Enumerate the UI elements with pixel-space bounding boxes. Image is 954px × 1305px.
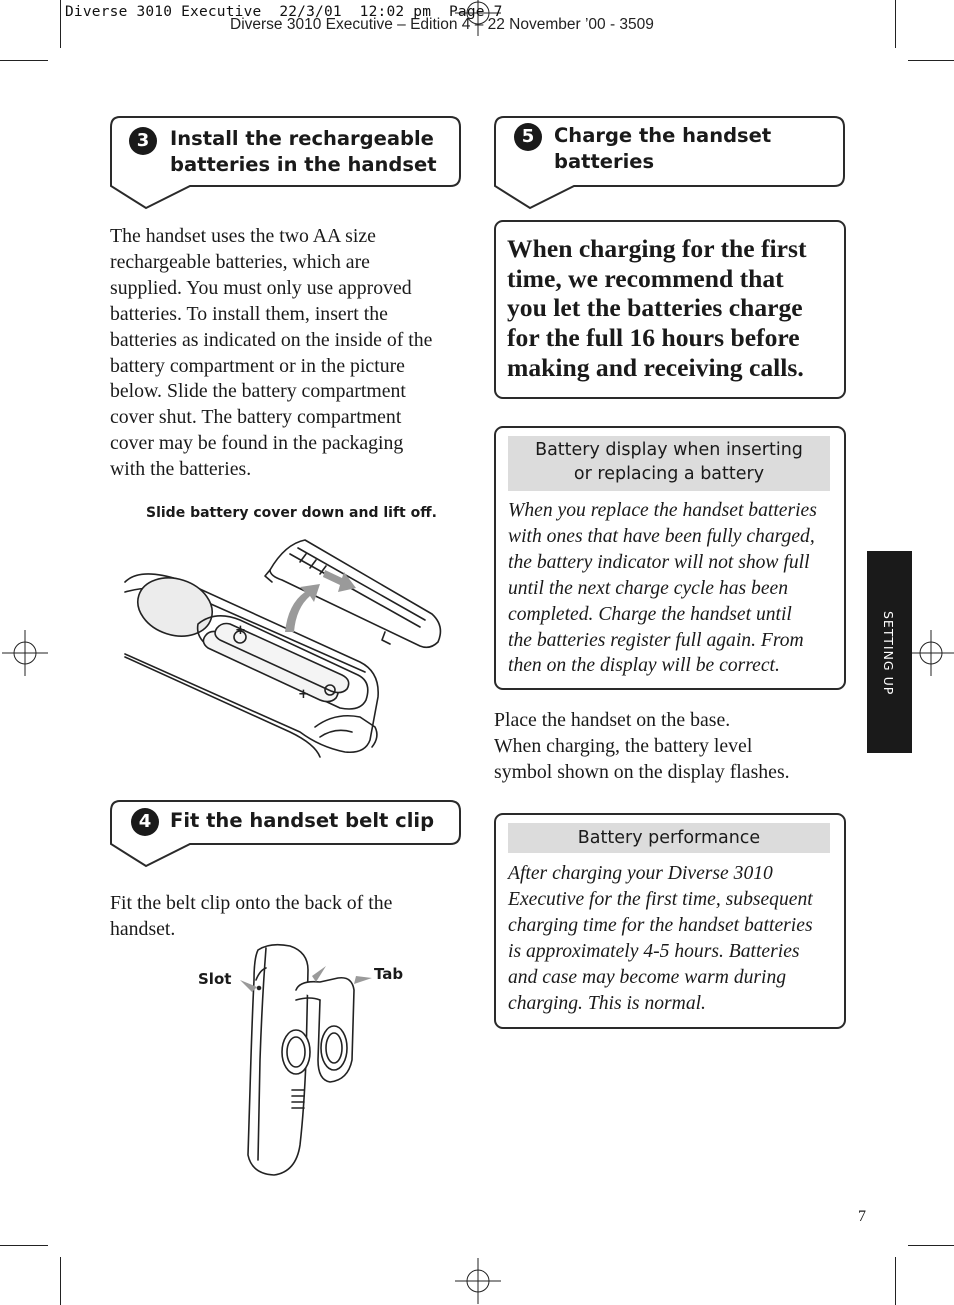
note-line: Executive for the first time, subsequent <box>508 888 813 910</box>
crop-mark <box>908 60 954 61</box>
crop-mark <box>908 1245 954 1246</box>
step5-body <box>494 708 844 786</box>
recommendation-line: for the full 16 hours before <box>507 323 800 353</box>
step4-heading-callout <box>110 800 462 870</box>
page-number: 7 <box>858 1208 866 1225</box>
step4-number: 4 <box>131 808 159 836</box>
note-line: until the next charge cycle has been <box>508 577 789 599</box>
slot-label: Slot <box>198 970 232 988</box>
paragraph-line: batteries. To install them, insert the <box>110 302 388 325</box>
step3-heading-line2: batteries in the handset <box>170 153 437 176</box>
step3-heading-line1: Install the rechargeable <box>170 127 434 150</box>
note-line: then on the display will be correct. <box>508 655 780 677</box>
note-line: completed. Charge the handset until <box>508 603 792 625</box>
step5-heading-callout <box>494 116 846 212</box>
paragraph-line: symbol shown on the display flashes. <box>494 760 790 783</box>
section-side-tab-label: SETTING UP <box>881 611 896 696</box>
registration-mark <box>455 1258 501 1304</box>
note-line: with ones that have been fully charged, <box>508 525 815 547</box>
step5-heading-line1: Charge the handset <box>554 124 772 147</box>
svg-text:+: + <box>298 687 309 702</box>
note-line: charging. This is normal. <box>508 992 706 1014</box>
battery-display-title <box>508 436 830 491</box>
recommendation-line: time, we recommend that <box>507 263 784 293</box>
step4-body <box>110 891 465 943</box>
crop-mark <box>60 1257 61 1305</box>
svg-text:+: + <box>235 623 246 638</box>
battery-display-title-line2: or replacing a battery <box>573 464 765 484</box>
registration-mark <box>908 630 954 676</box>
paragraph-line: below. Slide the battery compartment <box>110 380 406 403</box>
crop-mark <box>60 0 61 48</box>
registration-mark <box>2 630 48 676</box>
note-line: After charging your Diverse 3010 <box>508 863 773 884</box>
recommendation-line: you let the batteries charge <box>507 293 803 323</box>
print-slug: Diverse 3010 Executive 22/3/01 12:02 pm Page 7 <box>65 4 503 20</box>
paragraph-line: cover shut. The battery compartment <box>110 406 402 429</box>
paragraph-line: rechargeable batteries, which are <box>110 250 370 273</box>
paragraph-line: cover may be found in the packaging <box>110 432 404 455</box>
step3-body <box>110 224 465 483</box>
paragraph-line: Fit the belt clip onto the back of the <box>110 892 393 914</box>
recommendation-line: making and receiving calls. <box>507 352 804 382</box>
note-line: the battery indicator will not show full <box>508 551 810 573</box>
step3-number: 3 <box>129 127 157 155</box>
battery-performance-text <box>508 861 838 1016</box>
paragraph-line: battery compartment or in the picture <box>110 354 405 377</box>
note-line: the batteries register full again. From <box>508 629 804 651</box>
edition-line: Diverse 3010 Executive – Edition 4 – 22 November ’00 - 3509 <box>230 16 654 33</box>
step5-heading-line2: batteries <box>554 150 655 173</box>
belt-clip-illustration <box>230 940 380 1180</box>
battery-compartment-illustration <box>120 532 450 760</box>
crop-mark <box>0 60 48 61</box>
note-line: is approximately 4-5 hours. Batteries <box>508 940 800 962</box>
crop-mark <box>0 1245 48 1246</box>
step5-heading <box>554 123 771 175</box>
note-line: When you replace the handset batteries <box>508 500 817 521</box>
paragraph-line: supplied. You must only use approved <box>110 276 412 299</box>
paragraph-line: with the batteries. <box>110 458 252 481</box>
recommendation-text <box>507 234 837 383</box>
paragraph-line: handset. <box>110 917 176 940</box>
step4-heading: Fit the handset belt clip <box>170 809 435 832</box>
step5-number: 5 <box>514 123 542 151</box>
section-side-tab <box>867 551 912 753</box>
note-line: and case may become warm during <box>508 966 787 988</box>
paragraph-line: Place the handset on the base. <box>494 709 731 731</box>
paragraph-line: The handset uses the two AA size <box>110 225 376 247</box>
paragraph-line: When charging, the battery level <box>494 734 753 757</box>
paragraph-line: batteries as indicated on the inside of the <box>110 328 433 351</box>
step3-heading-callout <box>110 116 462 212</box>
battery-display-title-line1: Battery display when inserting <box>535 440 803 460</box>
battery-illustration-caption: Slide battery cover down and lift off. <box>146 505 437 521</box>
crop-mark <box>895 1257 896 1305</box>
note-line: charging time for the handset batteries <box>508 914 813 936</box>
recommendation-line: When charging for the first <box>507 234 807 263</box>
crop-mark <box>895 0 896 48</box>
tab-label: Tab <box>374 965 404 983</box>
battery-performance-title: Battery performance <box>508 823 830 853</box>
battery-display-text <box>508 498 838 679</box>
step3-heading <box>170 126 437 178</box>
